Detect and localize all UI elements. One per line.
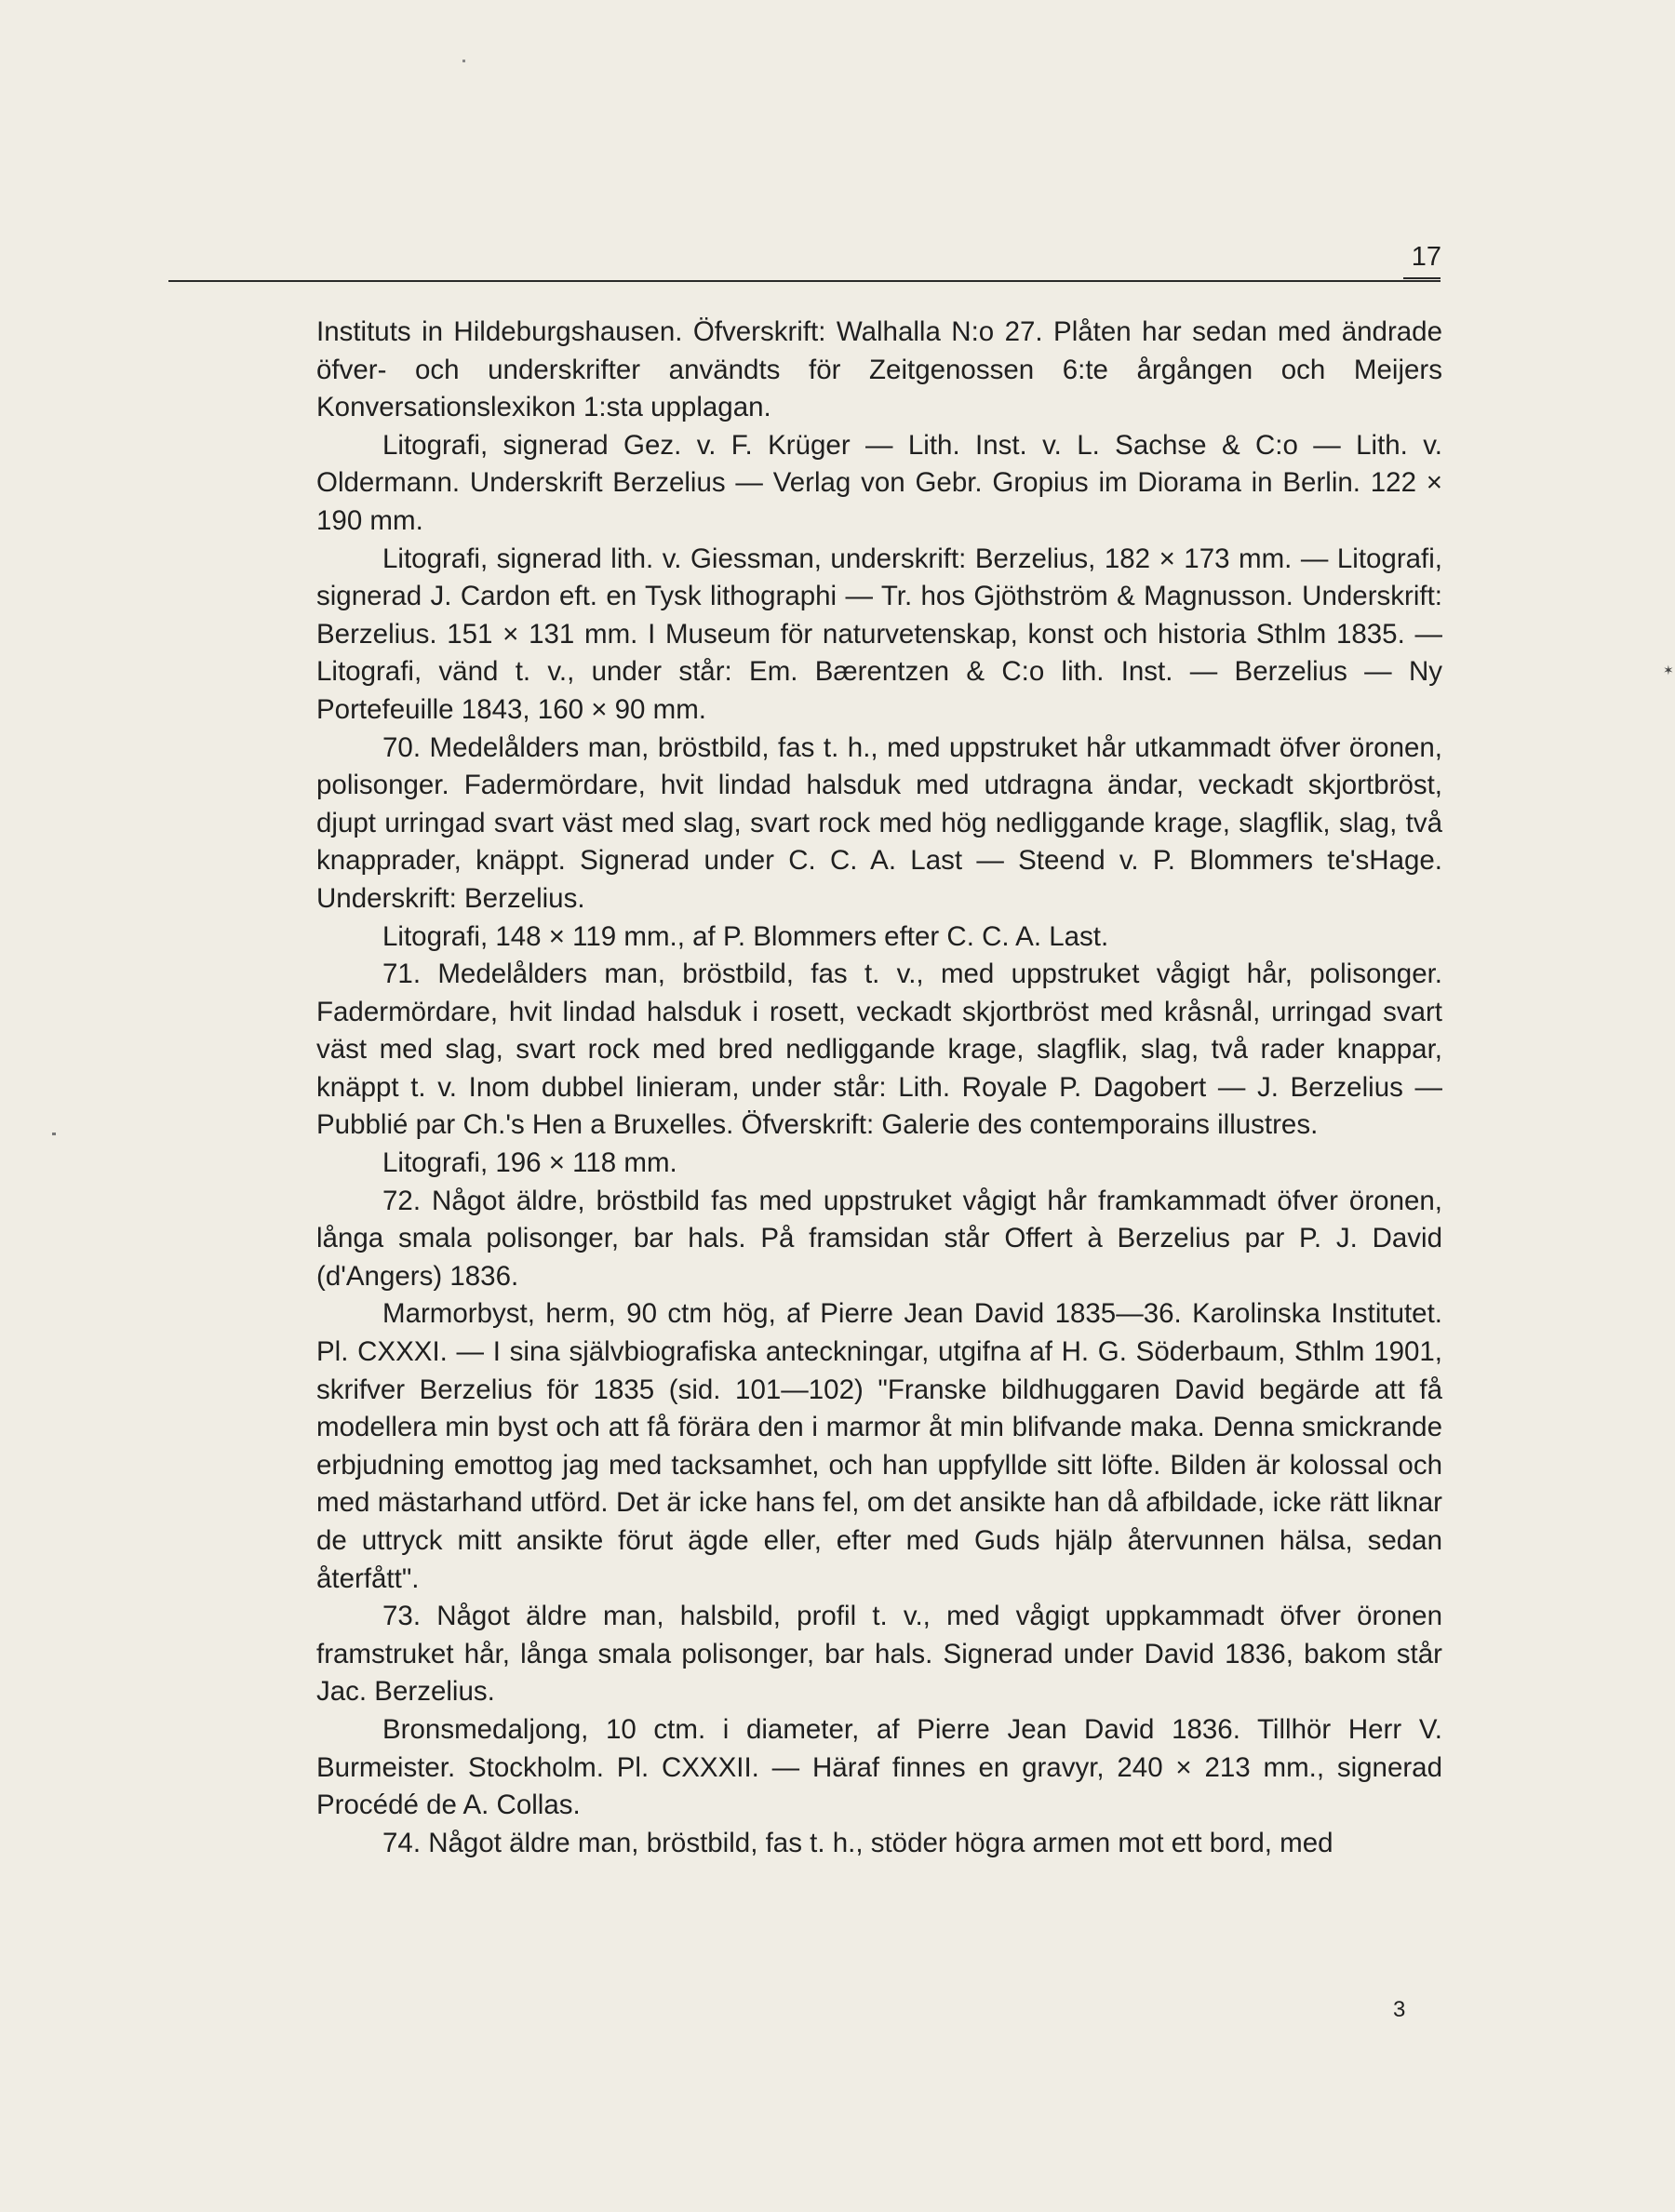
entry-70-lithograph: Litografi, 148 × 119 mm., af P. Blommers efter C. C. A. Last. [382, 920, 1109, 952]
entry-72-bust: Marmorbyst, herm, 90 ctm hög, af Pierre Jean David 1835—36. Karolinska Institutet. Pl. CXXXI. — I sina självbiografiska anteckningar, utgifna af H. G. Söderbaum, Sthlm 1901, skrifver Berzelius för 1835 (sid. 101—102) "Franske bildhuggaren David begärde att få modellera min byst och att få förära den i marmor åt min blifvande maka. Denna smickrande erbjudning emottog jag med tacksamhet, och han uppfyllde sitt löfte. Bilden är kolossal och med mästarhand utförd. Det är icke hans fel, om det ansikte han då afbildade, icke rätt liknar de uttryck mitt ansikte förut ägde eller, efter med Guds hjälp återvunnen hälsa, sedan återfått". [316, 1298, 1442, 1594]
entry-74: 74. Något äldre man, bröstbild, fas t. h., stöder högra armen mot ett bord, med [382, 1827, 1333, 1858]
scan-speck [462, 60, 465, 62]
entry-71-lithograph: Litografi, 196 × 118 mm. [382, 1147, 677, 1179]
paragraph-lithograph-kruger: Litografi, signerad Gez. v. F. Krüger — Lith. Inst. v. L. Sachse & C:o — Lith. v. Oldermann. Underskrift Berzelius — Verlag von Gebr. Gropius im Diorama in Berlin. 122 × 190 mm. [316, 429, 1442, 536]
entry-73-medallion: Bronsmedaljong, 10 ctm. i diameter, af Pierre Jean David 1836. Tillhör Herr V. Burmeister. Stockholm. Pl. CXXXII. — Häraf finnes en gravyr, 240 × 213 mm., signerad Procédé de A. Collas. [316, 1713, 1442, 1821]
entry-70: 70. Medelålders man, bröstbild, fas t. h., med uppstruket hår utkammadt öfver öronen, polisonger. Fadermördare, hvit lindad halsduk med utdragna ändar, veckadt skjortbröst, djupt urringad svart väst med slag, svart rock med hög nedliggande krage, slagflik, slag, två knapprader, knäppt. Signerad under C. C. A. Last — Steend v. P. Blommers te'sHage. Underskrift: Berzelius. [316, 731, 1442, 914]
margin-dot-mark [52, 1133, 56, 1135]
margin-star-mark: ✶ [1663, 663, 1674, 677]
entry-71: 71. Medelålders man, bröstbild, fas t. v., med uppstruket vågigt hår, polisonger. Fadermördare, hvit lindad halsduk i rosett, veckadt skjortbröst med kråsnål, urringad svart väst med slag, svart rock med bred nedliggande krage, slagflik, slag, två rader knappar, knäppt t. v. Inom dubbel linieram, under står: Lith. Royale P. Dagobert — J. Berzelius — Pubblié par Ch.'s Hen a Bruxelles. Öfverskrift: Galerie des contemporains illustres. [316, 959, 1442, 1141]
header-rule-tick [1403, 277, 1440, 279]
paragraph-lithograph-giessman: Litografi, signerad lith. v. Giessman, underskrift: Berzelius, 182 × 173 mm. — Litografi, signerad J. Cardon eft. en Tysk lithographi — Tr. hos Gjöthström & Magnusson. Underskrift: Berzelius. 151 × 131 mm. I Museum för naturvetenskap, konst och historia Sthlm 1835. — Litografi, vänd t. v., under står: Em. Bærentzen & C:o lith. Inst. — Berzelius — Ny Portefeuille 1843, 160 × 90 mm. [316, 543, 1442, 725]
paragraph-continuation: Instituts in Hildeburgshausen. Öfverskrift: Walhalla N:o 27. Plåten har sedan med ändrade öfver- och underskrifter användts för Zeitgenossen 6:te årgången och Meijers Konversationslexikon 1:sta upplagan. [316, 316, 1442, 423]
header-rule [168, 280, 1440, 282]
page-number: 17 [1411, 242, 1441, 272]
entry-72: 72. Något äldre, bröstbild fas med uppstruket vågigt hår framkammadt öfver öronen, långa smala polisonger, bar hals. På framsidan står Offert à Berzelius par P. J. David (d'Angers) 1836. [316, 1185, 1442, 1292]
body-text [316, 314, 1442, 1862]
entry-73: 73. Något äldre man, halsbild, profil t. v., med vågigt uppkammadt öfver öronen framstruket hår, långa smala polisonger, bar hals. Signerad under David 1836, bakom står Jac. Berzelius. [316, 1601, 1442, 1708]
signature-mark: 3 [1393, 1997, 1406, 2022]
